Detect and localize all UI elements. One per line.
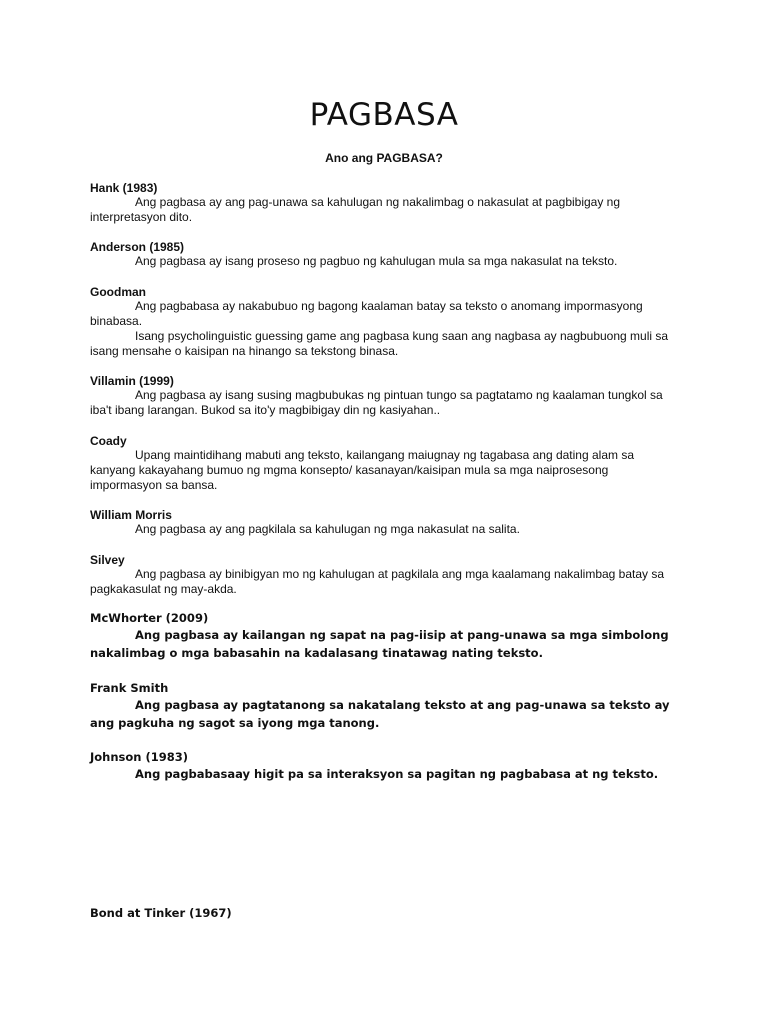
entry-mcwhorter (90, 611, 670, 662)
entry-text: Ang pagbasa ay kailangan ng sapat na pag-iisip at pang-unawa sa mga simbolong nakalimbag o mga babasahin na kadalasang tinatawag nating teksto. (90, 628, 669, 660)
entry-author: Hank (1983) (90, 181, 158, 195)
entry-author: Bond at Tinker (1967) (90, 906, 232, 920)
entry-anderson (90, 240, 670, 269)
entry-author: Frank Smith (90, 681, 169, 695)
entry-text: Ang pagbasa ay isang proseso ng pagbuo ng kahulugan mula sa mga nakasulat na teksto. (135, 254, 618, 268)
entry-silvey (90, 553, 670, 597)
entry-text: Isang psycholinguistic guessing game ang pagbasa kung saan ang nagbasa ay nagbubuong muli sa isang mensahe o kaisipan na hinango sa tekstong binasa. (90, 329, 669, 358)
entry-frank-smith (90, 681, 670, 732)
entry-text: Ang pagbasa ay isang susing magbubukas ng pintuan tungo sa pagtatamo ng kaalaman tungkol sa iba't ibang larangan. Bukod sa ito'y magbibigay din ng kasiyahan.. (90, 388, 663, 417)
entry-author: Coady (90, 434, 127, 448)
entry-johnson (90, 750, 670, 783)
entry-author: Johnson (1983) (90, 750, 189, 764)
entry-author: Anderson (1985) (90, 240, 185, 254)
entry-author: Silvey (90, 553, 125, 567)
entry-villamin (90, 374, 670, 418)
page-title: PAGBASA (309, 97, 459, 133)
entry-text: Ang pagbasa ay ang pag-unawa sa kahulugan ng nakalimbag o nakasulat at pagbibigay ng interpretasyon dito. (90, 195, 621, 224)
entry-text: Upang maintidihang mabuti ang teksto, kailangang maiugnay ng tagabasa ang dating alam sa kanyang kakayahang bumuo ng mgma konsepto/ kasanayan/kaisipan mula sa mga naiprosesong impormasyon sa bansa. (90, 448, 635, 492)
entry-text: Ang pagbabasa ay nakabubuo ng bagong kaalaman batay sa teksto o anomang impormasyong binabasa. (90, 299, 643, 328)
entry-coady (90, 434, 670, 493)
entry-text: Ang pagbasa ay pagtatanong sa nakatalang teksto at ang pag-unawa sa teksto ay ang pagkuha ng sagot sa iyong mga tanong. (90, 698, 670, 730)
entry-goodman (90, 285, 670, 359)
page-subtitle: Ano ang PAGBASA? (325, 151, 443, 165)
entry-author: William Morris (90, 508, 172, 522)
entry-author: Goodman (90, 285, 146, 299)
entry-text: Ang pagbabasaay higit pa sa interaksyon sa pagitan ng pagbabasa at ng teksto. (135, 767, 659, 781)
entry-author: Villamin (1999) (90, 374, 174, 388)
entry-hank (90, 181, 670, 225)
entry-author: McWhorter (2009) (90, 611, 209, 625)
entry-bond-tinker (90, 906, 670, 921)
entry-william-morris (90, 508, 670, 537)
entry-text: Ang pagbasa ay binibigyan mo ng kahulugan at pagkilala ang mga kaalamang nakalimbag batay sa pagkakasulat ng may-akda. (90, 567, 665, 596)
entry-text: Ang pagbasa ay ang pagkilala sa kahulugan ng mga nakasulat na salita. (135, 522, 520, 536)
